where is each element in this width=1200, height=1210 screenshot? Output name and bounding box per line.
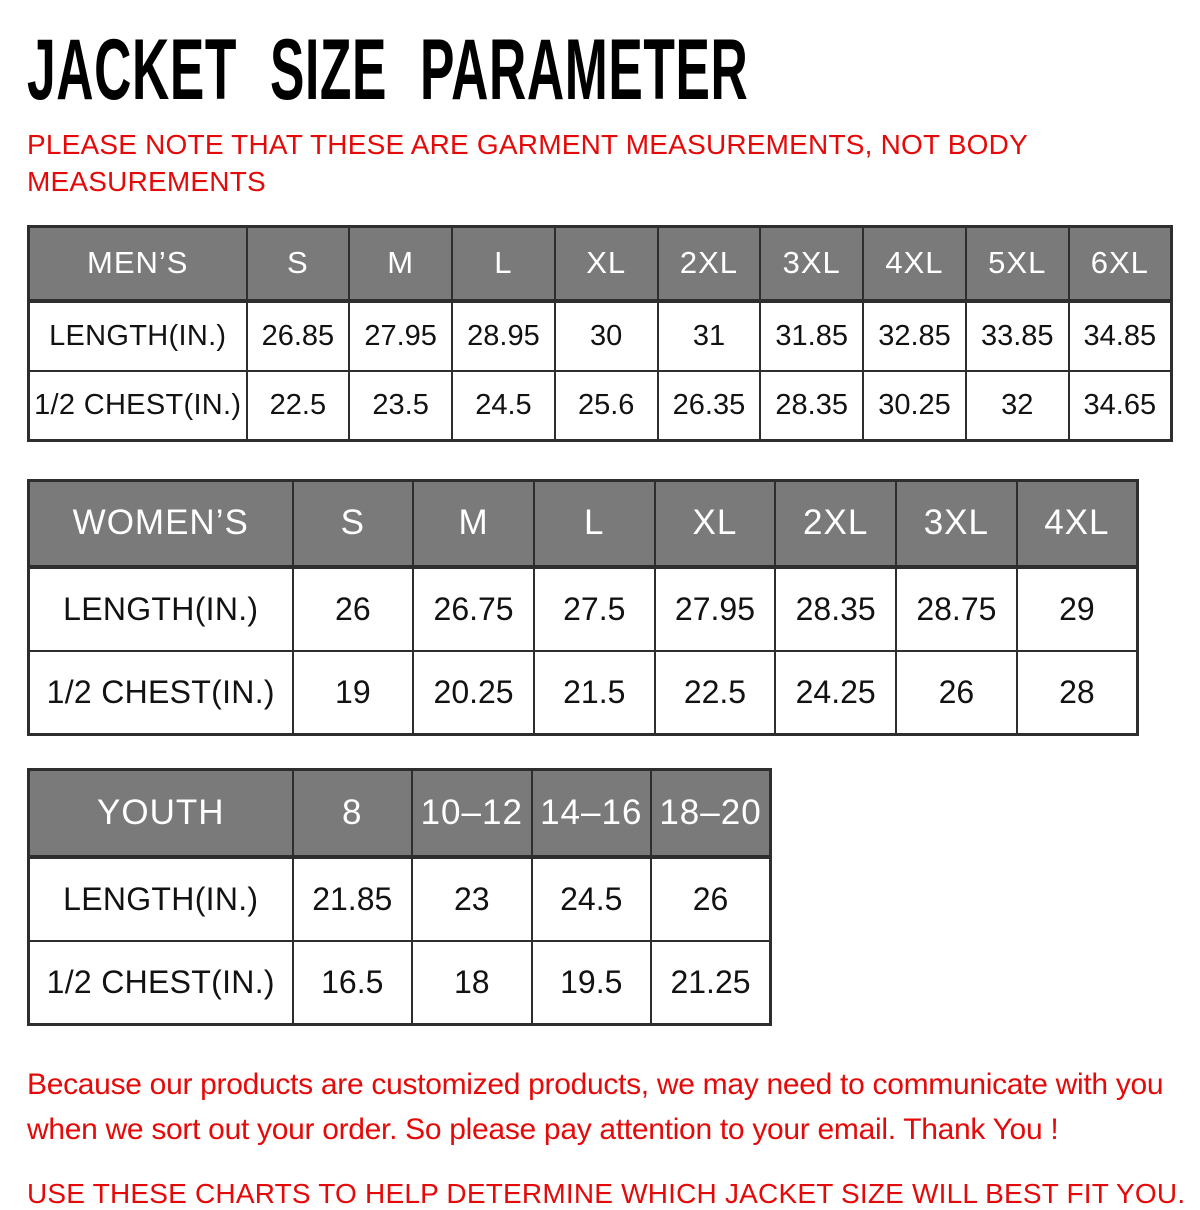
measurement-value: 26	[896, 651, 1017, 735]
measurement-value: 29	[1017, 567, 1138, 651]
measurement-value: 26.75	[413, 567, 534, 651]
measurement-value: 28.95	[452, 301, 555, 371]
measurement-value: 34.85	[1069, 301, 1172, 371]
table-corner-label: WOMEN’S	[29, 481, 293, 567]
measurement-value: 26.35	[658, 371, 761, 441]
table-row	[29, 651, 1138, 735]
measurement-value: 32	[966, 371, 1069, 441]
youth-size-table	[27, 768, 772, 1026]
row-label: LENGTH(IN.)	[29, 567, 293, 651]
measurement-value: 27.5	[534, 567, 655, 651]
table-corner-label: YOUTH	[29, 770, 293, 857]
row-label: LENGTH(IN.)	[29, 301, 247, 371]
measurement-value: 27.95	[655, 567, 776, 651]
measurement-value: 22.5	[247, 371, 350, 441]
measurement-value: 28.35	[775, 567, 896, 651]
measurement-value: 28.35	[760, 371, 863, 441]
garment-measurement-note	[27, 126, 1173, 200]
measurement-value: 33.85	[966, 301, 1069, 371]
size-column-header: XL	[655, 481, 776, 567]
measurement-value: 20.25	[413, 651, 534, 735]
table-header-row	[29, 227, 1172, 301]
size-column-header: 4XL	[1017, 481, 1138, 567]
measurement-value: 30	[555, 301, 658, 371]
size-column-header: 8	[293, 770, 413, 857]
note-line: MEASUREMENTS	[27, 165, 266, 197]
size-column-header: S	[293, 481, 414, 567]
size-column-header: 3XL	[896, 481, 1017, 567]
table-header-row	[29, 481, 1138, 567]
table-row	[29, 567, 1138, 651]
measurement-value: 28.75	[896, 567, 1017, 651]
size-column-header: 3XL	[760, 227, 863, 301]
size-column-header: 14–16	[532, 770, 652, 857]
table-row	[29, 857, 771, 941]
measurement-value: 21.85	[293, 857, 413, 941]
measurement-value: 27.95	[349, 301, 452, 371]
measurement-value: 23.5	[349, 371, 452, 441]
measurement-value: 25.6	[555, 371, 658, 441]
fit-advice-note: USE THESE CHARTS TO HELP DETERMINE WHICH JACKET SIZE WILL BEST FIT YOU.	[27, 1178, 1186, 1210]
measurement-value: 28	[1017, 651, 1138, 735]
table-corner-label: MEN’S	[29, 227, 247, 301]
size-column-header: M	[413, 481, 534, 567]
measurement-value: 34.65	[1069, 371, 1172, 441]
table-row	[29, 941, 771, 1025]
measurement-value: 19.5	[532, 941, 652, 1025]
measurement-value: 31	[658, 301, 761, 371]
measurement-value: 21.25	[651, 941, 771, 1025]
row-label: 1/2 CHEST(IN.)	[29, 371, 247, 441]
measurement-value: 18	[412, 941, 532, 1025]
measurement-value: 23	[412, 857, 532, 941]
size-column-header: XL	[555, 227, 658, 301]
size-column-header: 18–20	[651, 770, 771, 857]
table-header-row	[29, 770, 771, 857]
measurement-value: 26	[651, 857, 771, 941]
customization-note-line: Because our products are customized products, we may need to communicate with you	[27, 1068, 1164, 1102]
measurement-value: 22.5	[655, 651, 776, 735]
measurement-value: 19	[293, 651, 414, 735]
measurement-value: 24.5	[532, 857, 652, 941]
measurement-value: 21.5	[534, 651, 655, 735]
size-column-header: 10–12	[412, 770, 532, 857]
womens-size-table	[27, 479, 1139, 736]
size-column-header: 5XL	[966, 227, 1069, 301]
measurement-value: 30.25	[863, 371, 966, 441]
mens-size-table	[27, 225, 1173, 442]
measurement-value: 31.85	[760, 301, 863, 371]
size-column-header: 6XL	[1069, 227, 1172, 301]
measurement-value: 26	[293, 567, 414, 651]
row-label: 1/2 CHEST(IN.)	[29, 651, 293, 735]
size-column-header: L	[534, 481, 655, 567]
measurement-value: 26.85	[247, 301, 350, 371]
measurement-value: 16.5	[293, 941, 413, 1025]
customization-note	[27, 1062, 1173, 1152]
note-line: PLEASE NOTE THAT THESE ARE GARMENT MEASUREMENTS, NOT BODY	[27, 128, 1028, 160]
table-row	[29, 371, 1172, 441]
table-row	[29, 301, 1172, 371]
size-column-header: 2XL	[658, 227, 761, 301]
size-column-header: S	[247, 227, 350, 301]
row-label: 1/2 CHEST(IN.)	[29, 941, 293, 1025]
size-column-header: M	[349, 227, 452, 301]
measurement-value: 24.5	[452, 371, 555, 441]
size-column-header: 2XL	[775, 481, 896, 567]
size-column-header: 4XL	[863, 227, 966, 301]
page-title: JACKET SIZE PARAMETER	[27, 22, 749, 118]
measurement-value: 32.85	[863, 301, 966, 371]
size-column-header: L	[452, 227, 555, 301]
row-label: LENGTH(IN.)	[29, 857, 293, 941]
measurement-value: 24.25	[775, 651, 896, 735]
customization-note-line: when we sort out your order. So please pay attention to your email. Thank You !	[27, 1113, 1059, 1147]
